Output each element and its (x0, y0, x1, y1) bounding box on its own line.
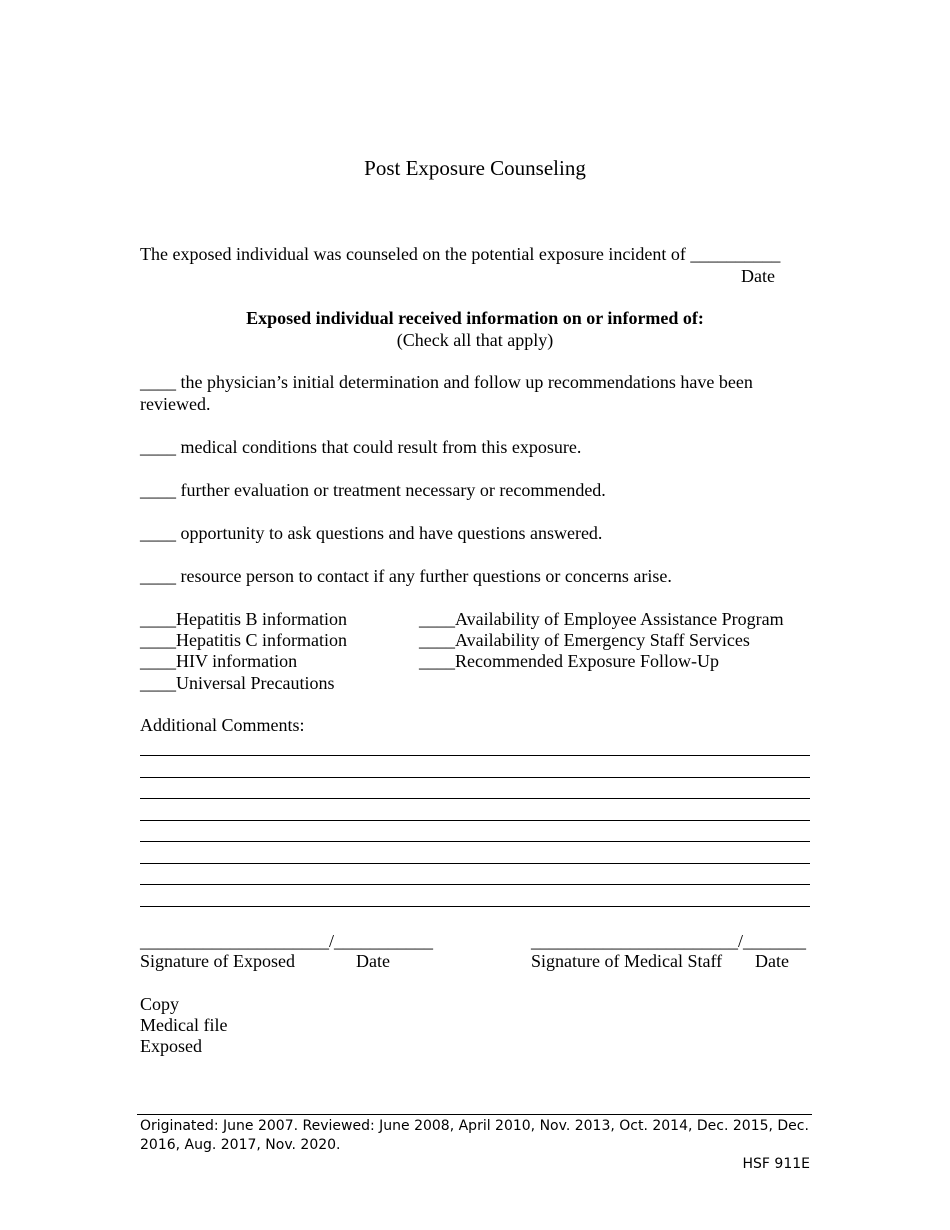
comment-line (140, 820, 810, 821)
check-hiv: ____HIV information (140, 651, 298, 671)
footer-divider (137, 1114, 812, 1115)
exposed-date-label: Date (356, 951, 390, 971)
staff-signature-line: _______________________/_______ (531, 931, 807, 951)
comment-line (140, 884, 810, 885)
check-employee-assistance: ____Availability of Employee Assistance Program (419, 609, 784, 629)
item-medical-conditions: ____ medical conditions that could result from this exposure. (140, 437, 582, 457)
comment-line (140, 906, 810, 907)
staff-date-label: Date (755, 951, 789, 971)
item-resource-person: ____ resource person to contact if any further questions or concerns arise. (140, 566, 672, 586)
staff-signature-label: Signature of Medical Staff (531, 951, 723, 971)
comments-label: Additional Comments: (140, 715, 305, 735)
comment-line (140, 798, 810, 799)
comment-line (140, 841, 810, 842)
page-title: Post Exposure Counseling (364, 156, 586, 180)
copy-exposed: Exposed (140, 1036, 202, 1056)
check-exposure-follow-up: ____Recommended Exposure Follow-Up (419, 651, 719, 671)
item-questions-answered: ____ opportunity to ask questions and have questions answered. (140, 523, 603, 543)
check-universal-precautions: ____Universal Precautions (140, 673, 335, 693)
check-hepatitis-c: ____Hepatitis C information (140, 630, 347, 650)
intro-date-label: Date (741, 266, 775, 286)
section-heading: Exposed individual received information on or informed of: (246, 308, 704, 328)
section-subheading: (Check all that apply) (396, 330, 554, 350)
exposed-signature-line: _____________________/___________ (140, 931, 434, 951)
copy-medical-file: Medical file (140, 1015, 228, 1035)
comment-line (140, 863, 810, 864)
copy-label: Copy (140, 994, 180, 1014)
form-code: HSF 911E (742, 1156, 810, 1172)
check-hepatitis-b: ____Hepatitis B information (140, 609, 347, 629)
exposed-signature-label: Signature of Exposed (140, 951, 295, 971)
intro-statement: The exposed individual was counseled on the potential exposure incident of __________ (140, 244, 781, 264)
comment-line (140, 755, 810, 756)
revision-history: Originated: June 2007. Reviewed: June 2008, April 2010, Nov. 2013, Oct. 2014, Dec. 2015, Dec. 2016, Aug. 2017, Nov. 2020. (140, 1118, 809, 1153)
item-further-evaluation: ____ further evaluation or treatment necessary or recommended. (140, 480, 606, 500)
comment-line (140, 777, 810, 778)
item-physician-determination: ____ the physician’s initial determination and follow up recommendations have been reviewed. (140, 372, 753, 414)
check-emergency-staff-services: ____Availability of Emergency Staff Services (419, 630, 750, 650)
